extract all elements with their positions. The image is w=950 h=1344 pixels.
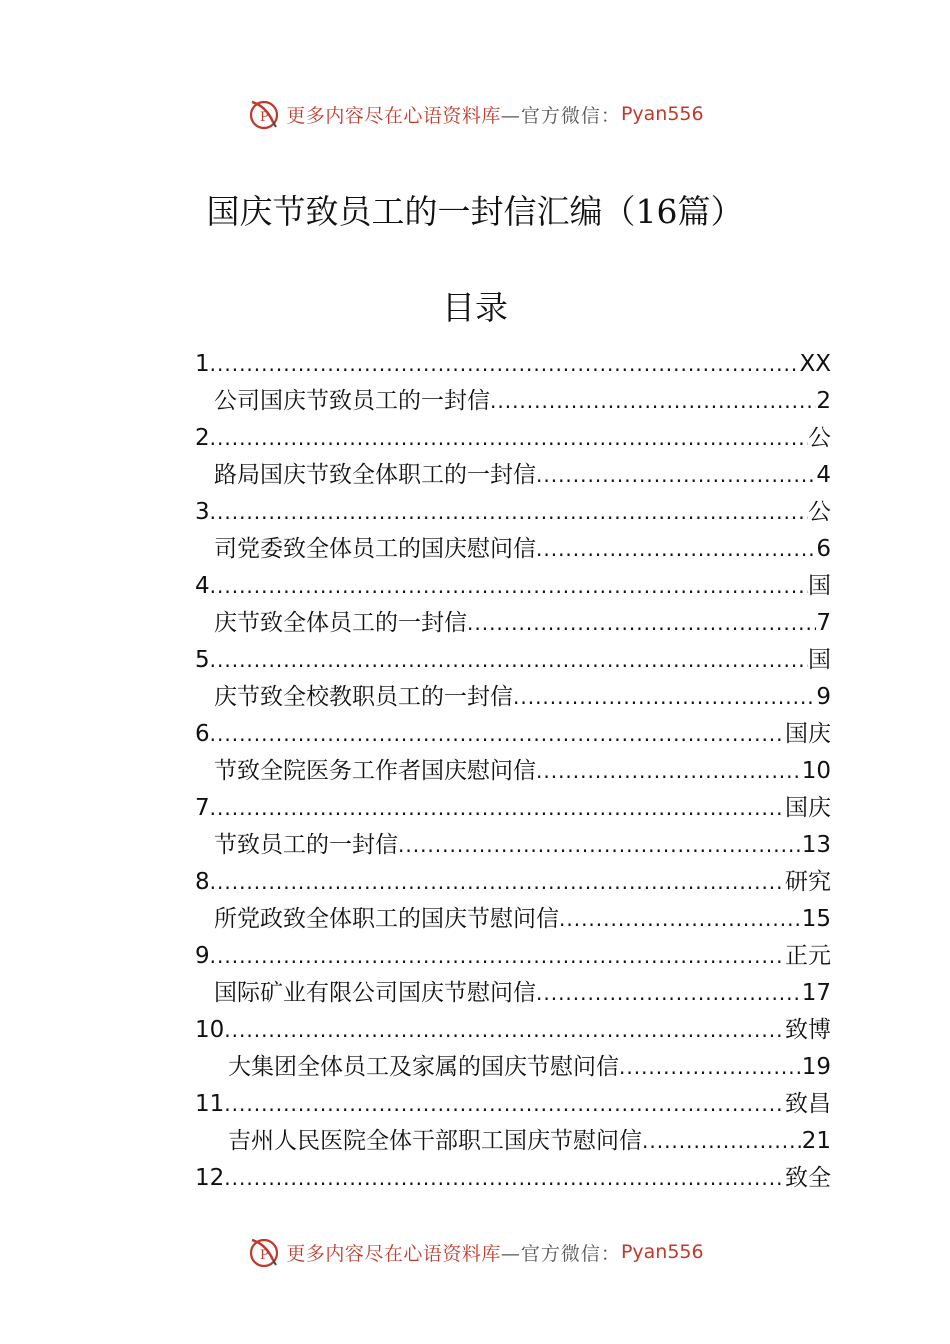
- quill-logo-icon: [246, 96, 282, 132]
- dot-leader: [536, 531, 816, 568]
- toc-entry[interactable]: [195, 420, 831, 494]
- svg-text:P: P: [260, 1248, 270, 1263]
- dot-leader: [210, 790, 785, 827]
- toc-entry-title-start: 国庆: [785, 795, 831, 821]
- toc-entry-number: 8: [195, 869, 210, 895]
- footer-watermark: [0, 1232, 950, 1272]
- svg-text:P: P: [260, 110, 270, 125]
- toc-entry-title-start: 研究: [785, 869, 831, 895]
- toc-entry[interactable]: [195, 938, 831, 1012]
- toc-entry[interactable]: [195, 1012, 831, 1086]
- dot-leader: [619, 1049, 802, 1086]
- toc-entry-title-start: 正元: [785, 943, 831, 969]
- toc-entry-title-start: 国庆: [785, 721, 831, 747]
- dot-leader: [210, 938, 785, 975]
- dot-leader: [559, 901, 802, 938]
- toc-entry-title-rest: 司党委致全体员工的国庆慰问信: [214, 536, 536, 562]
- toc-entry-title-rest: 庆节致全校教职员工的一封信: [214, 684, 513, 710]
- toc-entry-title-start: 致博: [785, 1017, 831, 1043]
- watermark-text: 更多内容尽在心语资料库: [286, 104, 501, 127]
- toc-entry-title-rest: 所党政致全体职工的国庆节慰问信: [214, 906, 559, 932]
- toc-entry-page: 10: [801, 758, 831, 784]
- toc-entry-title-start: 国: [808, 573, 831, 599]
- toc-entry[interactable]: [195, 568, 831, 642]
- dot-leader: [642, 1123, 802, 1160]
- dot-leader: [398, 827, 802, 864]
- toc-entry-number: 3: [195, 499, 210, 525]
- toc-entry-title-start: XX: [799, 351, 831, 377]
- dot-leader: [210, 420, 808, 457]
- toc-entry-page: 19: [801, 1054, 831, 1080]
- watermark-wechat-id: Pyan556: [620, 1241, 704, 1263]
- dot-leader: [467, 605, 816, 642]
- document-title: 国庆节致员工的一封信汇编（16篇）: [206, 192, 744, 231]
- dot-leader: [210, 642, 808, 679]
- dot-leader: [536, 975, 802, 1012]
- toc-entry-title-start: 公: [808, 425, 831, 451]
- dot-leader: [210, 716, 785, 753]
- dot-leader: [224, 1086, 785, 1123]
- toc-entry-title-rest: 吉州人民医院全体干部职工国庆节慰问信: [228, 1128, 642, 1154]
- toc-entry[interactable]: [195, 1086, 831, 1160]
- dot-leader: [224, 1012, 785, 1049]
- watermark-text: 更多内容尽在心语资料库: [286, 1242, 501, 1265]
- toc-entry[interactable]: [195, 642, 831, 716]
- toc-entry-title-rest: 国际矿业有限公司国庆节慰问信: [214, 980, 536, 1006]
- toc-entry-title-start: 公: [808, 499, 831, 525]
- dot-leader: [224, 1160, 785, 1197]
- dot-leader: [536, 457, 816, 494]
- toc-entry-page: 15: [801, 906, 831, 932]
- toc-entry[interactable]: [195, 1160, 831, 1234]
- toc-entry-number: 6: [195, 721, 210, 747]
- dot-leader: [210, 346, 800, 383]
- toc-entry-number: 12: [195, 1165, 225, 1191]
- toc-entry-title-rest: 节致全院医务工作者国庆慰问信: [214, 758, 536, 784]
- toc-entry-title-rest: 节致员工的一封信: [214, 832, 398, 858]
- toc-entry-page: 9: [816, 684, 831, 710]
- toc-entry-number: 9: [195, 943, 210, 969]
- toc-entry-title-start: 致昌: [785, 1091, 831, 1117]
- toc-entry-title-rest: 路局国庆节致全体职工的一封信: [214, 462, 536, 488]
- watermark-separator: —官方微信：: [500, 104, 621, 127]
- dot-leader: [210, 864, 785, 901]
- toc-entry-number: 4: [195, 573, 210, 599]
- toc-entry-page: 21: [801, 1128, 831, 1154]
- toc-entry[interactable]: [195, 346, 831, 420]
- toc-entry-title-rest: 大集团全体员工及家属的国庆节慰问信: [228, 1054, 619, 1080]
- toc-entry-number: 5: [195, 647, 210, 673]
- toc-heading: 目录: [442, 288, 508, 327]
- dot-leader: [490, 383, 816, 420]
- toc-entry[interactable]: [195, 864, 831, 938]
- toc-entry-page: 4: [816, 462, 831, 488]
- toc-entry-title-start: 致全: [785, 1165, 831, 1191]
- toc-entry[interactable]: [195, 716, 831, 790]
- watermark-wechat-id: Pyan556: [620, 103, 704, 125]
- dot-leader: [210, 568, 808, 605]
- toc-entry-page: 17: [801, 980, 831, 1006]
- toc-entry-page: 6: [816, 536, 831, 562]
- toc-entry-page: 2: [816, 388, 831, 414]
- toc-entry-title-start: 国: [808, 647, 831, 673]
- toc-entry-page: 13: [801, 832, 831, 858]
- toc-entry-title-rest: 庆节致全体员工的一封信: [214, 610, 467, 636]
- toc-entry-number: 10: [195, 1017, 225, 1043]
- watermark-separator: —官方微信：: [500, 1242, 621, 1265]
- quill-logo-icon: [246, 1234, 282, 1270]
- toc-entry-page: 7: [816, 610, 831, 636]
- toc-entry-number: 2: [195, 425, 210, 451]
- dot-leader: [536, 753, 802, 790]
- table-of-contents: [195, 346, 831, 1234]
- toc-entry-number: 7: [195, 795, 210, 821]
- toc-entry-title-rest: 公司国庆节致员工的一封信: [214, 388, 490, 414]
- header-watermark: [0, 94, 950, 134]
- toc-entry[interactable]: [195, 790, 831, 864]
- toc-entry-number: 11: [195, 1091, 225, 1117]
- toc-entry[interactable]: [195, 494, 831, 568]
- dot-leader: [210, 494, 808, 531]
- dot-leader: [513, 679, 816, 716]
- toc-entry-number: 1: [195, 351, 210, 377]
